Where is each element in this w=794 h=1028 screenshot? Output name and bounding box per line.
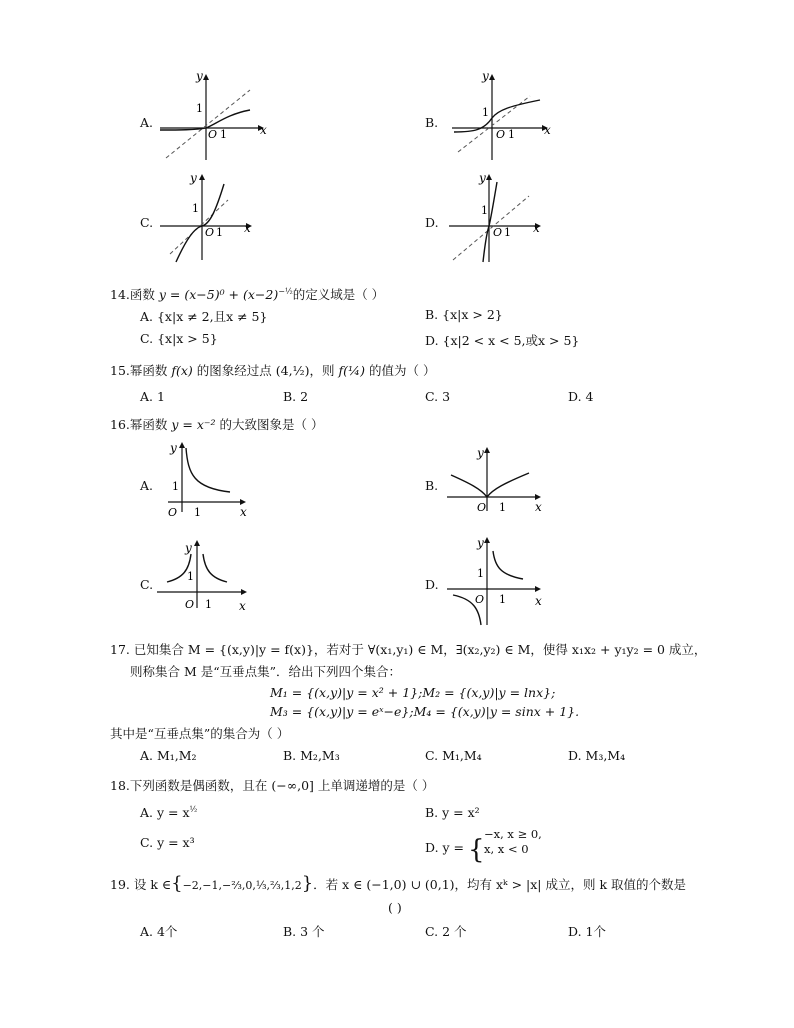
- y-axis-label: y: [196, 69, 203, 83]
- tick-label: 1: [508, 128, 515, 141]
- graph1-option-a-label: A.: [140, 115, 154, 130]
- origin-label: O: [496, 128, 506, 141]
- q17-option-c: C. M₁,M₄: [425, 748, 482, 763]
- x-axis-label: x: [239, 599, 246, 613]
- x-axis-label: x: [260, 123, 267, 137]
- tick-label: 1: [482, 106, 489, 119]
- graph1-option-b-label: B.: [425, 115, 439, 130]
- q15-option-b: B. 2: [283, 389, 309, 404]
- q19-option-a: A. 4个: [140, 924, 178, 939]
- graph2-option-c-plot: [155, 540, 255, 620]
- y-axis-label: y: [482, 69, 489, 83]
- q16-stem: 16.幂函数 y = x⁻² 的大致图象是（ ）: [110, 417, 324, 432]
- graph1-option-d-plot: [447, 170, 557, 265]
- tick-label: 1: [220, 128, 227, 141]
- x-axis-label: x: [533, 221, 540, 235]
- q18-option-d: D. y = {: [425, 835, 485, 865]
- tick-label: 1: [477, 567, 484, 580]
- y-axis-label: y: [185, 541, 192, 555]
- graph2-option-b-label: B.: [425, 478, 439, 493]
- x-axis-label: x: [240, 505, 247, 519]
- y-axis-label: y: [479, 171, 486, 185]
- q14-option-d: D. {x|2 < x < 5,或x > 5}: [425, 333, 580, 348]
- q18-stem: 18.下列函数是偶函数，且在 (−∞,0] 上单调递增的是（ ）: [110, 778, 435, 793]
- q18-option-d-case1: −x, x ≥ 0,: [484, 827, 542, 841]
- graph1-option-c-plot: [158, 170, 268, 265]
- q15-option-a: A. 1: [140, 389, 165, 404]
- y-axis-label: y: [477, 446, 484, 460]
- x-axis-label: x: [535, 594, 542, 608]
- tick-label: 1: [481, 204, 488, 217]
- graph1-option-c-label: C.: [140, 215, 154, 230]
- tick-label: 1: [216, 226, 223, 239]
- q19-answer-paren: ( ): [388, 900, 402, 915]
- q15-stem: 15.幂函数 f(x) 的图象经过点 (4,½)，则 f(¼) 的值为（ ）: [110, 363, 436, 378]
- q17-stem-line1: 17. 已知集合 M = {(x,y)|y = f(x)}，若对于 ∀(x₁,y₁) ∈ M，∃(x₂,y₂) ∈ M，使得 x₁x₂ + y₁y₂ = 0 成立，: [110, 642, 707, 657]
- q14-option-a: A. {x|x ≠ 2,且x ≠ 5}: [140, 309, 268, 324]
- y-axis-label: y: [477, 536, 484, 550]
- q17-stem-line2: 则称集合 M 是“互垂点集”．给出下列四个集合：: [130, 664, 402, 679]
- tick-label: 1: [194, 506, 201, 519]
- origin-label: O: [208, 128, 218, 141]
- tick-label: 1: [172, 480, 179, 493]
- x-axis-label: x: [244, 221, 251, 235]
- q17-set-line2: M₃ = {(x,y)|y = eˣ−e};M₄ = {(x,y)|y = sinx + 1}.: [270, 704, 580, 719]
- q15-option-c: C. 3: [425, 389, 451, 404]
- q19-option-d: D. 1个: [568, 924, 606, 939]
- graph1-option-d-label: D.: [425, 215, 439, 230]
- origin-label: O: [168, 506, 178, 519]
- q14-stem: 14.函数 $y = (x-5)^0 + (x-2)^{-\frac{1}{2}}$的定义域是（ ）: [110, 286, 385, 302]
- q17-option-d: D. M₃,M₄: [568, 748, 626, 763]
- q14-option-b: B. {x|x > 2}: [425, 307, 503, 322]
- origin-label: O: [185, 598, 195, 611]
- q15-option-d: D. 4: [568, 389, 594, 404]
- tick-label: 1: [196, 102, 203, 115]
- tick-label: 1: [499, 501, 506, 514]
- q19-stem: 19. 设 k ∈{−2,−1,−⅔,0,⅓,⅔,1,2}．若 x ∈ (−1,0) ∪ (0,1)，均有 xᵏ > |x| 成立，则 k 取值的个数是: [110, 873, 687, 894]
- tick-label: 1: [205, 598, 212, 611]
- y-axis-label: y: [170, 441, 177, 455]
- origin-label: O: [205, 226, 215, 239]
- graph2-option-a-plot: [160, 440, 260, 525]
- graph1-option-b-plot: [450, 70, 560, 165]
- y-axis-label: y: [190, 171, 197, 185]
- q18-option-b: B. y = x²: [425, 805, 480, 820]
- q17-question: 其中是“互垂点集”的集合为（ ）: [110, 726, 290, 741]
- tick-label: 1: [187, 570, 194, 583]
- graph2-option-d-label: D.: [425, 577, 439, 592]
- tick-label: 1: [504, 226, 511, 239]
- origin-label: O: [493, 226, 503, 239]
- q18-option-a: A. $y = x^{\frac{1}{2}}$: [140, 805, 198, 821]
- q17-option-a: A. M₁,M₂: [140, 748, 197, 763]
- q18-option-d-case2: x, x < 0: [484, 842, 529, 856]
- q19-option-b: B. 3 个: [283, 924, 325, 939]
- x-axis-label: x: [544, 123, 551, 137]
- graph2-option-c-label: C.: [140, 577, 154, 592]
- graph2-option-b-plot: [445, 445, 555, 525]
- q18-option-c: C. y = x³: [140, 835, 195, 850]
- graph1-option-a-plot: [158, 70, 268, 165]
- q17-set-line1: M₁ = {(x,y)|y = x² + 1};M₂ = {(x,y)|y = lnx};: [270, 685, 556, 700]
- q19-option-c: C. 2 个: [425, 924, 467, 939]
- q14-option-c: C. {x|x > 5}: [140, 331, 218, 346]
- tick-label: 1: [499, 593, 506, 606]
- q17-option-b: B. M₂,M₃: [283, 748, 340, 763]
- origin-label: O: [477, 501, 487, 514]
- tick-label: 1: [192, 202, 199, 215]
- graph2-option-d-plot: [445, 535, 555, 630]
- x-axis-label: x: [535, 500, 542, 514]
- origin-label: O: [475, 593, 485, 606]
- graph2-option-a-label: A.: [140, 478, 154, 493]
